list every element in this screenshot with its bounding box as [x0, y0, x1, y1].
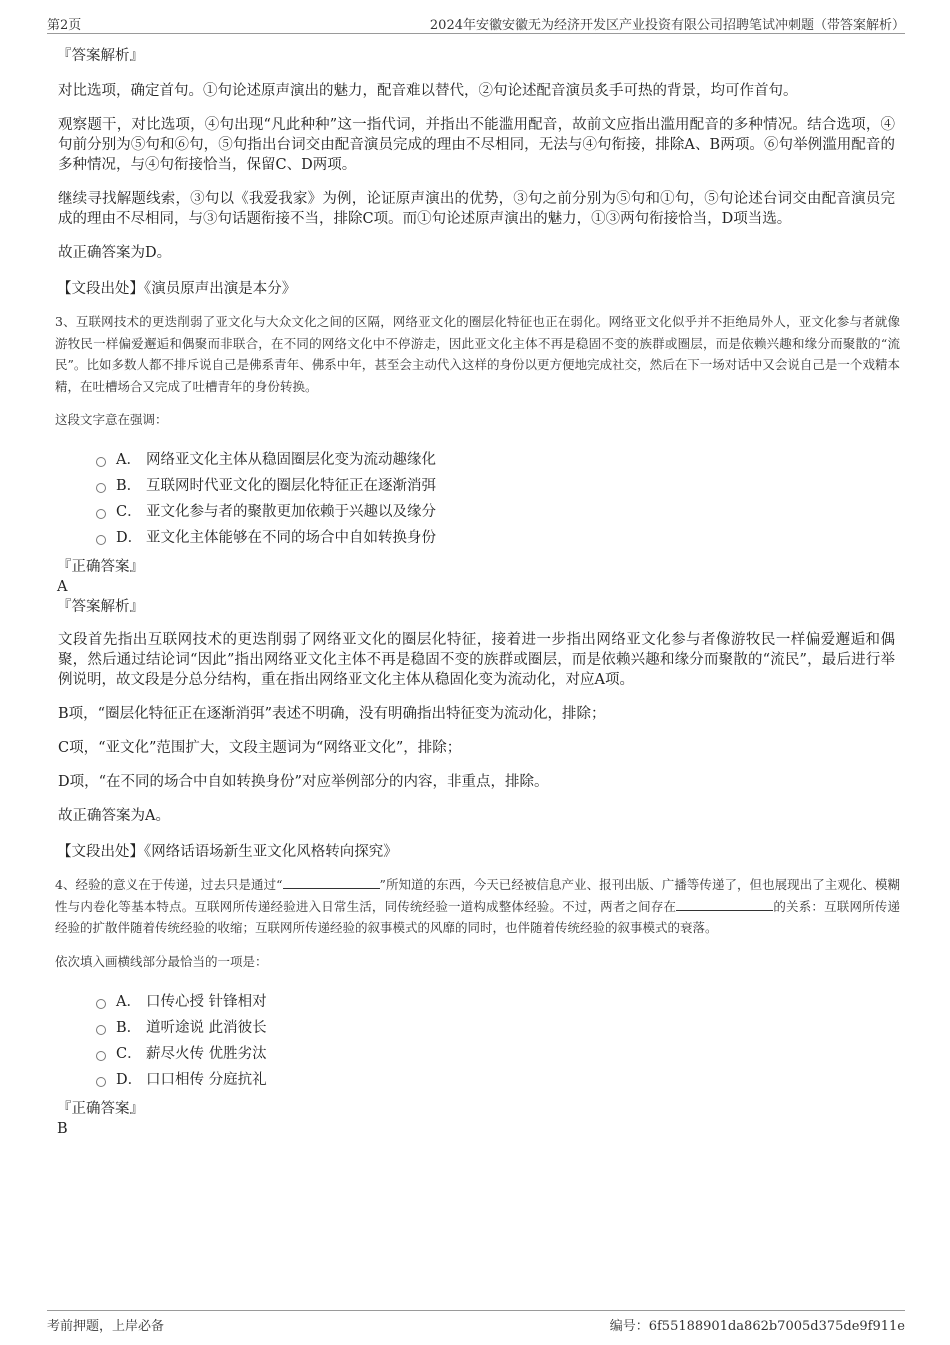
option-text: 道听途说 此消彼长: [146, 1019, 267, 1036]
option-text: 亚文化参与者的聚散更加依赖于兴趣以及缘分: [146, 504, 436, 520]
option-text: 网络亚文化主体从稳固圈层化变为流动趣缘化: [146, 452, 436, 468]
option-text: 薪尽火传 优胜劣汰: [146, 1045, 267, 1062]
radio-icon[interactable]: [96, 1077, 106, 1087]
analysis-conclusion: 故正确答案为A。: [58, 808, 170, 824]
option-text: 口传心授 针锋相对: [146, 993, 267, 1010]
analysis-paragraph: 对比选项，确定首句。①句论述原声演出的魅力，配音难以替代，②句论述配音演员炙手可热的背景，均可作首句。: [58, 83, 798, 99]
stem-part-2: ”所知道的东西，今天已经被信息产业、报刊出版、广播等传递了，但也展现出了主观化、模糊性与内卷化等基本特点。互联网所传递经验进入日常生活，同传统经验一道构成整体经验。不过，两者之间存在: [55, 877, 900, 914]
page-number: 第2页: [47, 18, 82, 33]
analysis-paragraph: 文段首先指出互联网技术的更迭削弱了网络亚文化的圈层化特征，接着进一步指出网络亚文化参与者像游牧民一样偏爱邂逅和偶聚，然后通过结论词“因此”指出网络亚文化主体不再是稳固不变的族群或圈层，而是依赖兴趣和缘分而聚散的“流民”，最后进行举例说明，故文段是分总分结构，重在指出网络亚文化主体从稳固化变为流动化，对应A项。: [58, 632, 895, 688]
stem-part-3: 的关系：互联网所传递经验的扩散伴随着传统经验的收缩；互联网所传递经验的叙事模式的风靡的同时，也伴随着传统经验的叙事模式的衰落。: [55, 898, 900, 935]
option-letter: B．: [116, 478, 142, 494]
option-letter: C．: [116, 504, 142, 520]
fill-blank-1: [283, 877, 380, 889]
option-letter: D．: [116, 530, 143, 546]
correct-answer-label: 『正确答案』: [57, 559, 144, 575]
page-header: [47, 12, 905, 34]
correct-answer: B: [57, 1120, 68, 1137]
question-stem: [55, 874, 900, 939]
radio-icon[interactable]: [96, 509, 106, 519]
option-text: 亚文化主体能够在不同的场合中自如转换身份: [146, 530, 436, 546]
option-letter: A．: [116, 993, 141, 1010]
analysis-paragraph: D项，“在不同的场合中自如转换身份”对应举例部分的内容，非重点，排除。: [58, 774, 549, 790]
passage-source: 【文段出处】《演员原声出演是本分》: [57, 281, 297, 297]
option-list: [96, 447, 900, 551]
radio-icon[interactable]: [96, 1051, 106, 1061]
radio-icon[interactable]: [96, 1025, 106, 1035]
page-content: [55, 44, 900, 1138]
question-prompt: 这段文字意在强调：: [55, 412, 168, 427]
radio-icon[interactable]: [96, 535, 106, 545]
footer-slogan: 考前押题，上岸必备: [47, 1319, 165, 1334]
analysis-conclusion: 故正确答案为D。: [58, 245, 172, 261]
correct-answer: A: [57, 579, 68, 595]
question-stem: 3、互联网技术的更迭削弱了亚文化与大众文化之间的区隔，网络亚文化的圈层化特征也正在弱化。网络亚文化似乎并不拒绝局外人，亚文化参与者就像游牧民一样偏爱邂逅和偶聚而非联合，在不同的网络文化中不停游走，因此亚文化主体不再是稳固不变的族群或圈层，而是依赖兴趣和缘分而聚散的“流民”。比如多数人都不排斥说自己是佛系青年、佛系中年，甚至会主动代入这样的身份以更方便地完成社交，然后在下一场对话中又会说自己是一个戏精本精，在吐槽场合又完成了吐槽青年的身份转换。: [55, 314, 900, 394]
document-code: 编号：6f55188901da862b7005d375de9f911e: [609, 1319, 905, 1334]
radio-icon[interactable]: [96, 999, 106, 1009]
correct-answer-label: 『正确答案』: [57, 1100, 144, 1117]
option-a[interactable]: [96, 447, 900, 473]
option-list: [96, 989, 900, 1093]
radio-icon[interactable]: [96, 457, 106, 467]
analysis-label: 『答案解析』: [57, 599, 144, 615]
analysis-paragraph: C项，“亚文化”范围扩大，文段主题词为“网络亚文化”，排除；: [58, 740, 462, 756]
option-letter: D．: [116, 1071, 143, 1088]
page-footer: [47, 1310, 905, 1334]
passage-source: 【文段出处】《网络话语场新生亚文化风格转向探究》: [57, 844, 398, 860]
option-b[interactable]: [96, 1015, 900, 1041]
analysis-paragraph: B项，“圈层化特征正在逐渐消弭”表述不明确，没有明确指出特征变为流动化，排除；: [58, 706, 606, 722]
option-b[interactable]: [96, 473, 900, 499]
option-d[interactable]: [96, 1067, 900, 1093]
option-text: 互联网时代亚文化的圈层化特征正在逐渐消弭: [146, 478, 436, 494]
analysis-paragraph: 观察题干，对比选项，④句出现“凡此种种”这一指代词，并指出不能滥用配音，故前文应指出滥用配音的多种情况。结合选项，④句前分别为⑤句和⑥句，⑤句指出台词交由配音演员完成的理由不尽相同，无法与④句衔接，排除A、B两项。⑥句举例滥用配音的多种情况，与④句衔接恰当，保留C、D两项。: [58, 117, 895, 173]
document-title: 2024年安徽安徽无为经济开发区产业投资有限公司招聘笔试冲刺题（带答案解析）: [429, 18, 905, 33]
stem-part-1: 4、经验的意义在于传递，过去只是通过“: [55, 877, 283, 892]
analysis-paragraph: 继续寻找解题线索，③句以《我爱我家》为例，论证原声演出的优势，③句之前分别为⑤句和①句，⑤句论述台词交由配音演员完成的理由不尽相同，与③句话题衔接不当，排除C项。而①句论述原声演出的魅力，①③两句衔接恰当，D项当选。: [58, 191, 895, 227]
option-letter: C．: [116, 1045, 142, 1062]
radio-icon[interactable]: [96, 483, 106, 493]
option-c[interactable]: [96, 499, 900, 525]
option-letter: B．: [116, 1019, 142, 1036]
option-d[interactable]: [96, 525, 900, 551]
question-prompt: 依次填入画横线部分最恰当的一项是：: [55, 953, 268, 969]
option-text: 口口相传 分庭抗礼: [146, 1071, 267, 1088]
option-c[interactable]: [96, 1041, 900, 1067]
option-a[interactable]: [96, 989, 900, 1015]
analysis-label: 『答案解析』: [57, 48, 144, 64]
option-letter: A．: [116, 452, 141, 468]
fill-blank-2: [676, 899, 773, 911]
